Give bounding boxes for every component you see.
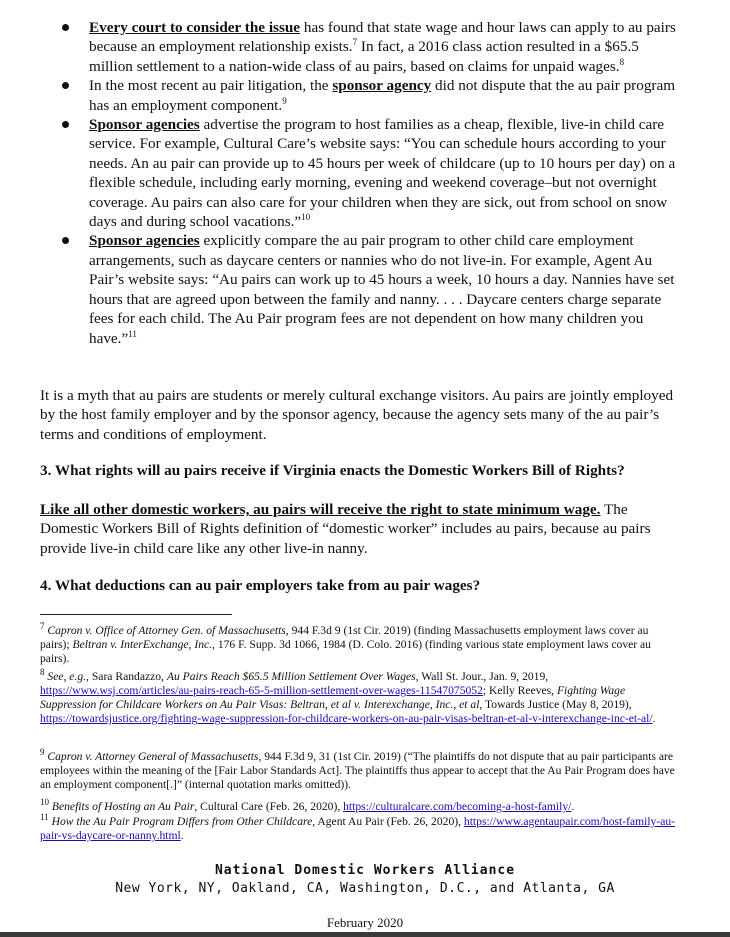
case-name: Beltran v. InterExchange, Inc.: [72, 638, 213, 652]
footnote-number: 11: [40, 812, 49, 823]
footnote-text: .: [652, 712, 656, 726]
bullet-dot-icon: [62, 24, 69, 31]
article-title: Benefits of Hosting an Au Pair: [51, 800, 195, 813]
footnote-text: , Cultural Care (Feb. 26, 2020),: [194, 800, 344, 813]
question-3-heading: 3. What rights will au pairs receive if Virginia enacts the Domestic Workers Bill of Rights?: [40, 462, 625, 479]
bullet-dot-icon: [62, 121, 69, 128]
footnote-number: 7: [40, 621, 45, 632]
footnote-number: 10: [40, 797, 49, 808]
article-title: How the Au Pair Program Differs from Other Childcare: [51, 815, 313, 828]
bullet-text: explicitly compare the au pair program to other child care employment arrangements, such as daycare centers or nannies who do not live-in. For example, Agent Au Pair’s website says: “Au pairs can work up to 45 hours a week, 10 hours a day. Nannies have set hours that are agreed upon between the family and nanny. . . . Daycare centers charge separate fees for each child. The Au Pair program fees are not dependent on how many children you have.”: [89, 232, 675, 347]
footnote-text: ; Kelly Reeves,: [482, 684, 557, 698]
footnote-text: , Wall St. Jour., Jan. 9, 2019,: [415, 670, 549, 683]
answer-text: The Domestic Workers Bill of Rights definition of “domestic worker” includes au pairs, because au pairs provide live-in child care like any other live-in nanny.: [40, 501, 651, 557]
cultural-care-link[interactable]: https://culturalcare.com/becoming-a-host-family/: [343, 800, 572, 813]
case-name: Capron v. Office of Attorney Gen. of Massachusetts: [47, 624, 286, 637]
footnote-11: [40, 812, 680, 843]
answer-3-paragraph: [40, 500, 680, 558]
footnote-ref[interactable]: 8: [619, 56, 625, 67]
case-name: Capron v. Attorney General of Massachusetts: [47, 750, 259, 763]
sponsor-agencies-text: Sponsor agencies: [89, 232, 200, 250]
footnote-10: [40, 797, 680, 814]
court-link-text: Every court to consider the issue: [89, 19, 301, 36]
footnote-text: , Sara Randazzo,: [86, 670, 167, 683]
footnote-ref[interactable]: 7: [352, 37, 358, 48]
footnote-text: , 176 F. Supp. 3d 1066, 1984 (D. Colo. 2016) (finding various state employment laws cover au pairs).: [40, 638, 651, 666]
bullet-text: advertise the program to host families as a cheap, flexible, live-in child care service. For example, Cultural Care’s website says: “You can schedule hours according to your needs. An au pair can provide up to 45 hours per week of childcare (up to 10 hours per day) on a flexible schedule, including early morning, evening and weekend coverage–but not overnight coverage. Au pairs can also care for your children when they are sick, out from school on snow days and during school vacations.”: [89, 116, 676, 231]
footnote-text: , 944 F.3d 9, 31 (1st Cir. 2019) (“The plaintiffs do not dispute that au pair participants are employees within the meaning of the [Fair Labor Standards Act]. The plaintiffs thus appear to accept that the Au Pair Program does have an employment component[.]” (internal quotation marks omitted)).: [40, 750, 675, 792]
footnote-text: , Towards Justice (May 8, 2019),: [479, 698, 632, 712]
footnote-number: 9: [40, 747, 45, 758]
question-4-heading: 4. What deductions can au pair employers take from au pair wages?: [40, 577, 481, 594]
footnote-ref[interactable]: 10: [301, 212, 311, 222]
footnote-text: , Agent Au Pair (Feb. 26, 2020),: [312, 815, 464, 828]
bullet-text: did not dispute that the au pair program has an employment component.: [89, 77, 676, 114]
bullet-item: [56, 231, 676, 347]
bullet-item: [56, 18, 676, 76]
footer-locations: New York, NY, Oakland, CA, Washington, D.C., and Atlanta, GA: [115, 881, 615, 896]
minimum-wage-text: Like all other domestic workers, au pairs will receive the right to state minimum wage.: [40, 501, 601, 518]
wsj-link[interactable]: https://www.wsj.com/articles/au-pairs-reach-65-5-million-settlement-over-wages-11547075052: [40, 684, 483, 698]
bullet-item: [56, 76, 676, 115]
bullet-item: [56, 115, 676, 231]
bullet-text: has found that state wage and hour laws can apply to au pairs because an employment relationship exists.: [89, 19, 676, 56]
footnote-9: [40, 747, 680, 792]
signal-text: See, e.g.: [47, 670, 87, 683]
footnote-8: [40, 667, 680, 726]
footnote-text: , 944 F.3d 9 (1st Cir. 2019) (finding Massachusetts employment laws cover au pairs);: [40, 624, 649, 652]
footnote-7: [40, 621, 680, 666]
bullet-dot-icon: [62, 237, 69, 244]
sponsor-agencies-text: Sponsor agencies: [89, 116, 200, 134]
bullet-text: In fact, a 2016 class action resulted in a $65.5 million settlement to a nation-wide class of au pairs, based on claims for unpaid wages.: [89, 38, 639, 75]
bullet-list: [56, 18, 676, 348]
page-bottom-bar: [0, 932, 730, 937]
sponsor-agency-text: sponsor agency: [332, 77, 432, 95]
footnote-text: .: [180, 829, 184, 843]
footer-organization: National Domestic Workers Alliance: [214, 863, 516, 878]
footnote-divider: [40, 614, 232, 615]
footnote-number: 8: [40, 667, 45, 678]
article-title: Au Pairs Reach $65.5 Million Settlement Over Wages: [166, 670, 416, 683]
bullet-text: In the most recent au pair litigation, the: [89, 77, 333, 95]
bullet-dot-icon: [62, 82, 69, 89]
footnote-ref[interactable]: 11: [128, 328, 137, 339]
agent-au-pair-link[interactable]: https://www.agentaupair.com/host-family-au-pair-vs-daycare-or-nanny.html: [40, 815, 676, 843]
article-title: Fighting Wage Suppression for Childcare Workers on Au Pair Visas: Beltran, et al v. Interexchange, Inc., et al: [40, 684, 626, 712]
footnote-text: .: [571, 800, 575, 813]
footnote-ref[interactable]: 9: [282, 95, 287, 106]
footer-date: February 2020: [326, 915, 404, 930]
towards-justice-link[interactable]: https://towardsjustice.org/fighting-wage-suppression-for-childcare-workers-on-au-pair-visas-beltran-et-al-v-interexchange-inc-et-al/: [40, 712, 653, 726]
myth-paragraph: It is a myth that au pairs are students or merely cultural exchange visitors. Au pairs are jointly employed by the host family employer and by the sponsor agency, because the agency sets many of the au pair’s terms and conditions of employment.: [40, 387, 674, 443]
